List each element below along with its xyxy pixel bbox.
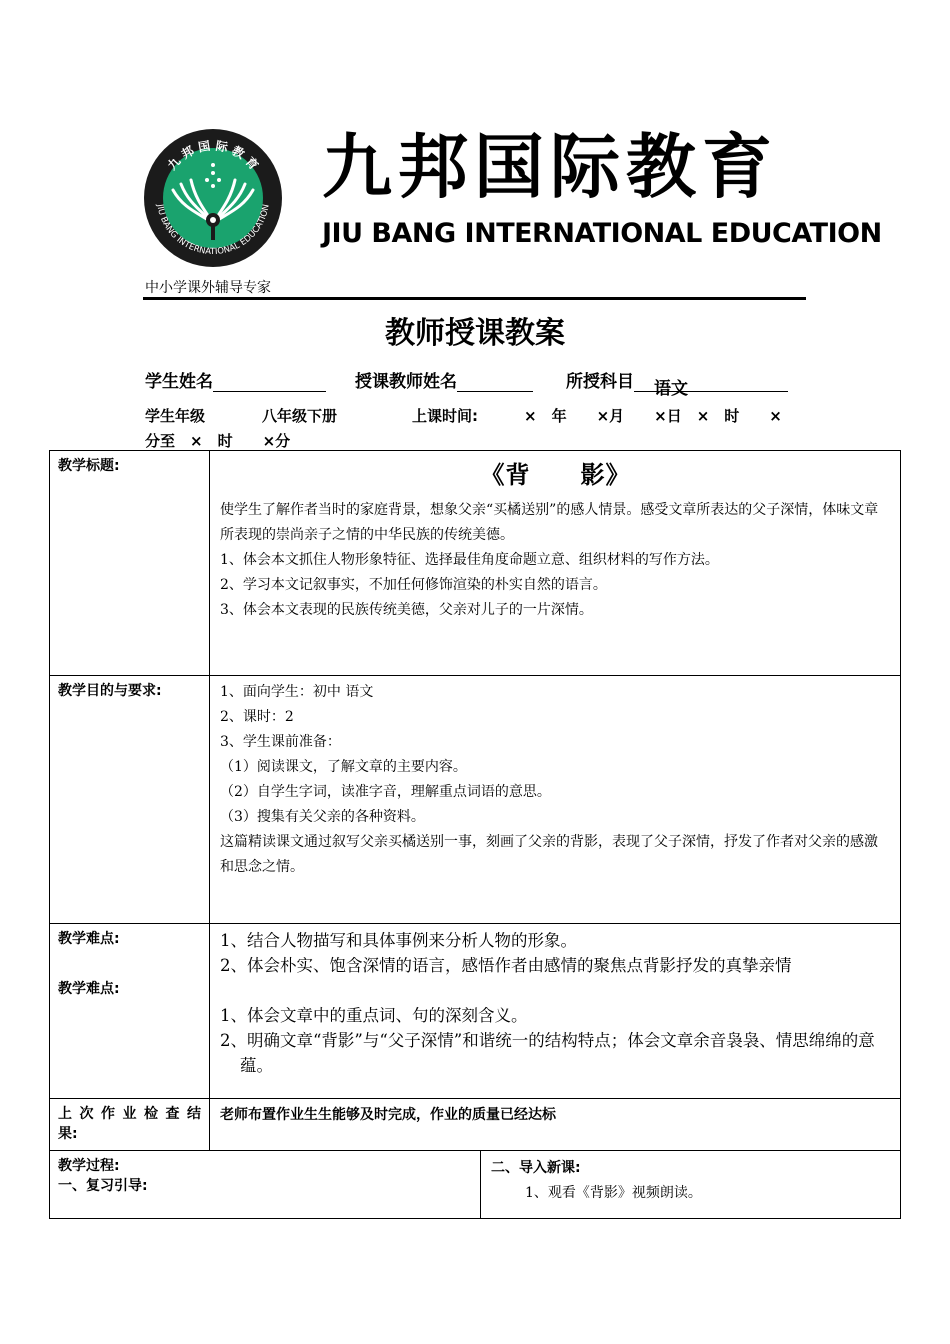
goal-summary: 这篇精读课文通过叙写父亲买橘送别一事，刻画了父亲的背影，表现了父子深情，抒发了作者对父亲的感激和思念之情。 [220,834,878,875]
new-lesson-item: 1、观看《背影》视频朗读。 [525,1185,702,1201]
subject-field [566,367,788,399]
class-time-line1: × 年 ×月 ×日 × 时 × [524,407,782,425]
intro-item: 3、体会本文表现的民族传统美德，父亲对儿子的一片深情。 [220,602,593,618]
goal-item: 3、学生课前准备： [220,734,341,750]
difficulty-item: 2、明确文章“背影”与“父子深情”和谐统一的结构特点；体会文章余音袅袅、情思绵绵的意蕴。 [220,1031,875,1075]
student-name-blank [213,373,326,392]
brand-name-cn: 九邦国际教育 [322,126,778,208]
topic-label: 教学标题: [50,451,210,676]
teacher-name-label: 授课教师姓名 [355,372,457,392]
lesson-title: 《背 影》 [480,461,631,489]
logo-ring-top: 九 邦 国 际 教 育 [164,138,262,173]
goal-item: （2）自学生字词，读准字音，理解重点词语的意思。 [220,784,551,800]
homework-label [50,1099,210,1151]
subject-value: 语文 [634,374,788,392]
homework-content [210,1099,901,1151]
tagline: 中小学课外辅导专家 [145,280,271,296]
teacher-name-blank [457,373,533,392]
class-time-label: 上课时间: [412,407,478,425]
table-row [50,676,901,924]
difficulty-labels [50,924,210,1099]
document-title: 教师授课教案 [385,316,565,351]
table-row [50,924,901,1099]
class-time-line2: 分至 × 时 ×分 [145,432,291,450]
grade-label: 学生年级 [145,407,206,425]
student-name-field [145,367,326,392]
goal-item: （1）阅读课文，了解文章的主要内容。 [220,759,467,775]
homework-label-line: 果: [58,1126,78,1143]
goal-label: 教学目的与要求: [50,676,210,924]
goal-item: 1、面向学生：初中 语文 [220,684,374,700]
student-name-label: 学生姓名 [145,372,213,392]
intro-item: 1、体会本文抓住人物形象特征、选择最佳角度命题立意、组织材料的写作方法。 [220,552,719,568]
difficulty-content [210,924,901,1099]
intro-text: 使学生了解作者当时的家庭背景，想象父亲“买橘送别”的感人情景。感受文章所表达的父子深情，体味文章所表现的崇尚亲子之情的中华民族的传统美德。 [220,502,879,543]
table-row [50,1099,901,1151]
goal-item: （3）搜集有关父亲的各种资料。 [220,809,425,825]
new-lesson-cell [481,1151,901,1219]
subject-label: 所授科目 [566,372,634,392]
review-label: 一、复习引导: [58,1178,148,1195]
teacher-name-field [355,367,533,392]
header-divider [143,297,806,300]
process-cell [50,1151,481,1219]
table-row [50,451,901,676]
new-lesson-label: 二、导入新课: [491,1160,581,1176]
difficulty-item: 2、体会朴实、饱含深情的语言，感悟作者由感情的聚焦点背影抒发的真挚亲情 [220,956,792,975]
goal-item: 2、课时：2 [220,709,294,725]
table-row [50,1151,901,1219]
homework-label-line: 上次作业检查结 [58,1106,201,1122]
brand-name-en: JIU BANG INTERNATIONAL EDUCATION [322,218,882,249]
grade-value: 八年级下册 [262,407,338,425]
difficulty-item: 1、结合人物描写和具体事例来分析人物的形象。 [220,931,577,950]
topic-content [210,451,901,676]
logo [143,128,283,268]
difficulty-label: 教学难点: [58,981,120,998]
lesson-plan-table [49,450,901,1219]
difficulty-label: 教学难点: [58,931,120,947]
process-label: 教学过程: [58,1158,120,1174]
homework-value: 老师布置作业生生能够及时完成，作业的质量已经达标 [220,1107,556,1123]
goal-content [210,676,901,924]
difficulty-item: 1、体会文章中的重点词、句的深刻含义。 [220,1006,528,1025]
logo-ring-bottom: JIU BANG INTERNATIONAL EDUCATION [154,203,272,258]
intro-item: 2、学习本文记叙事实，不加任何修饰渲染的朴实自然的语言。 [220,577,607,593]
